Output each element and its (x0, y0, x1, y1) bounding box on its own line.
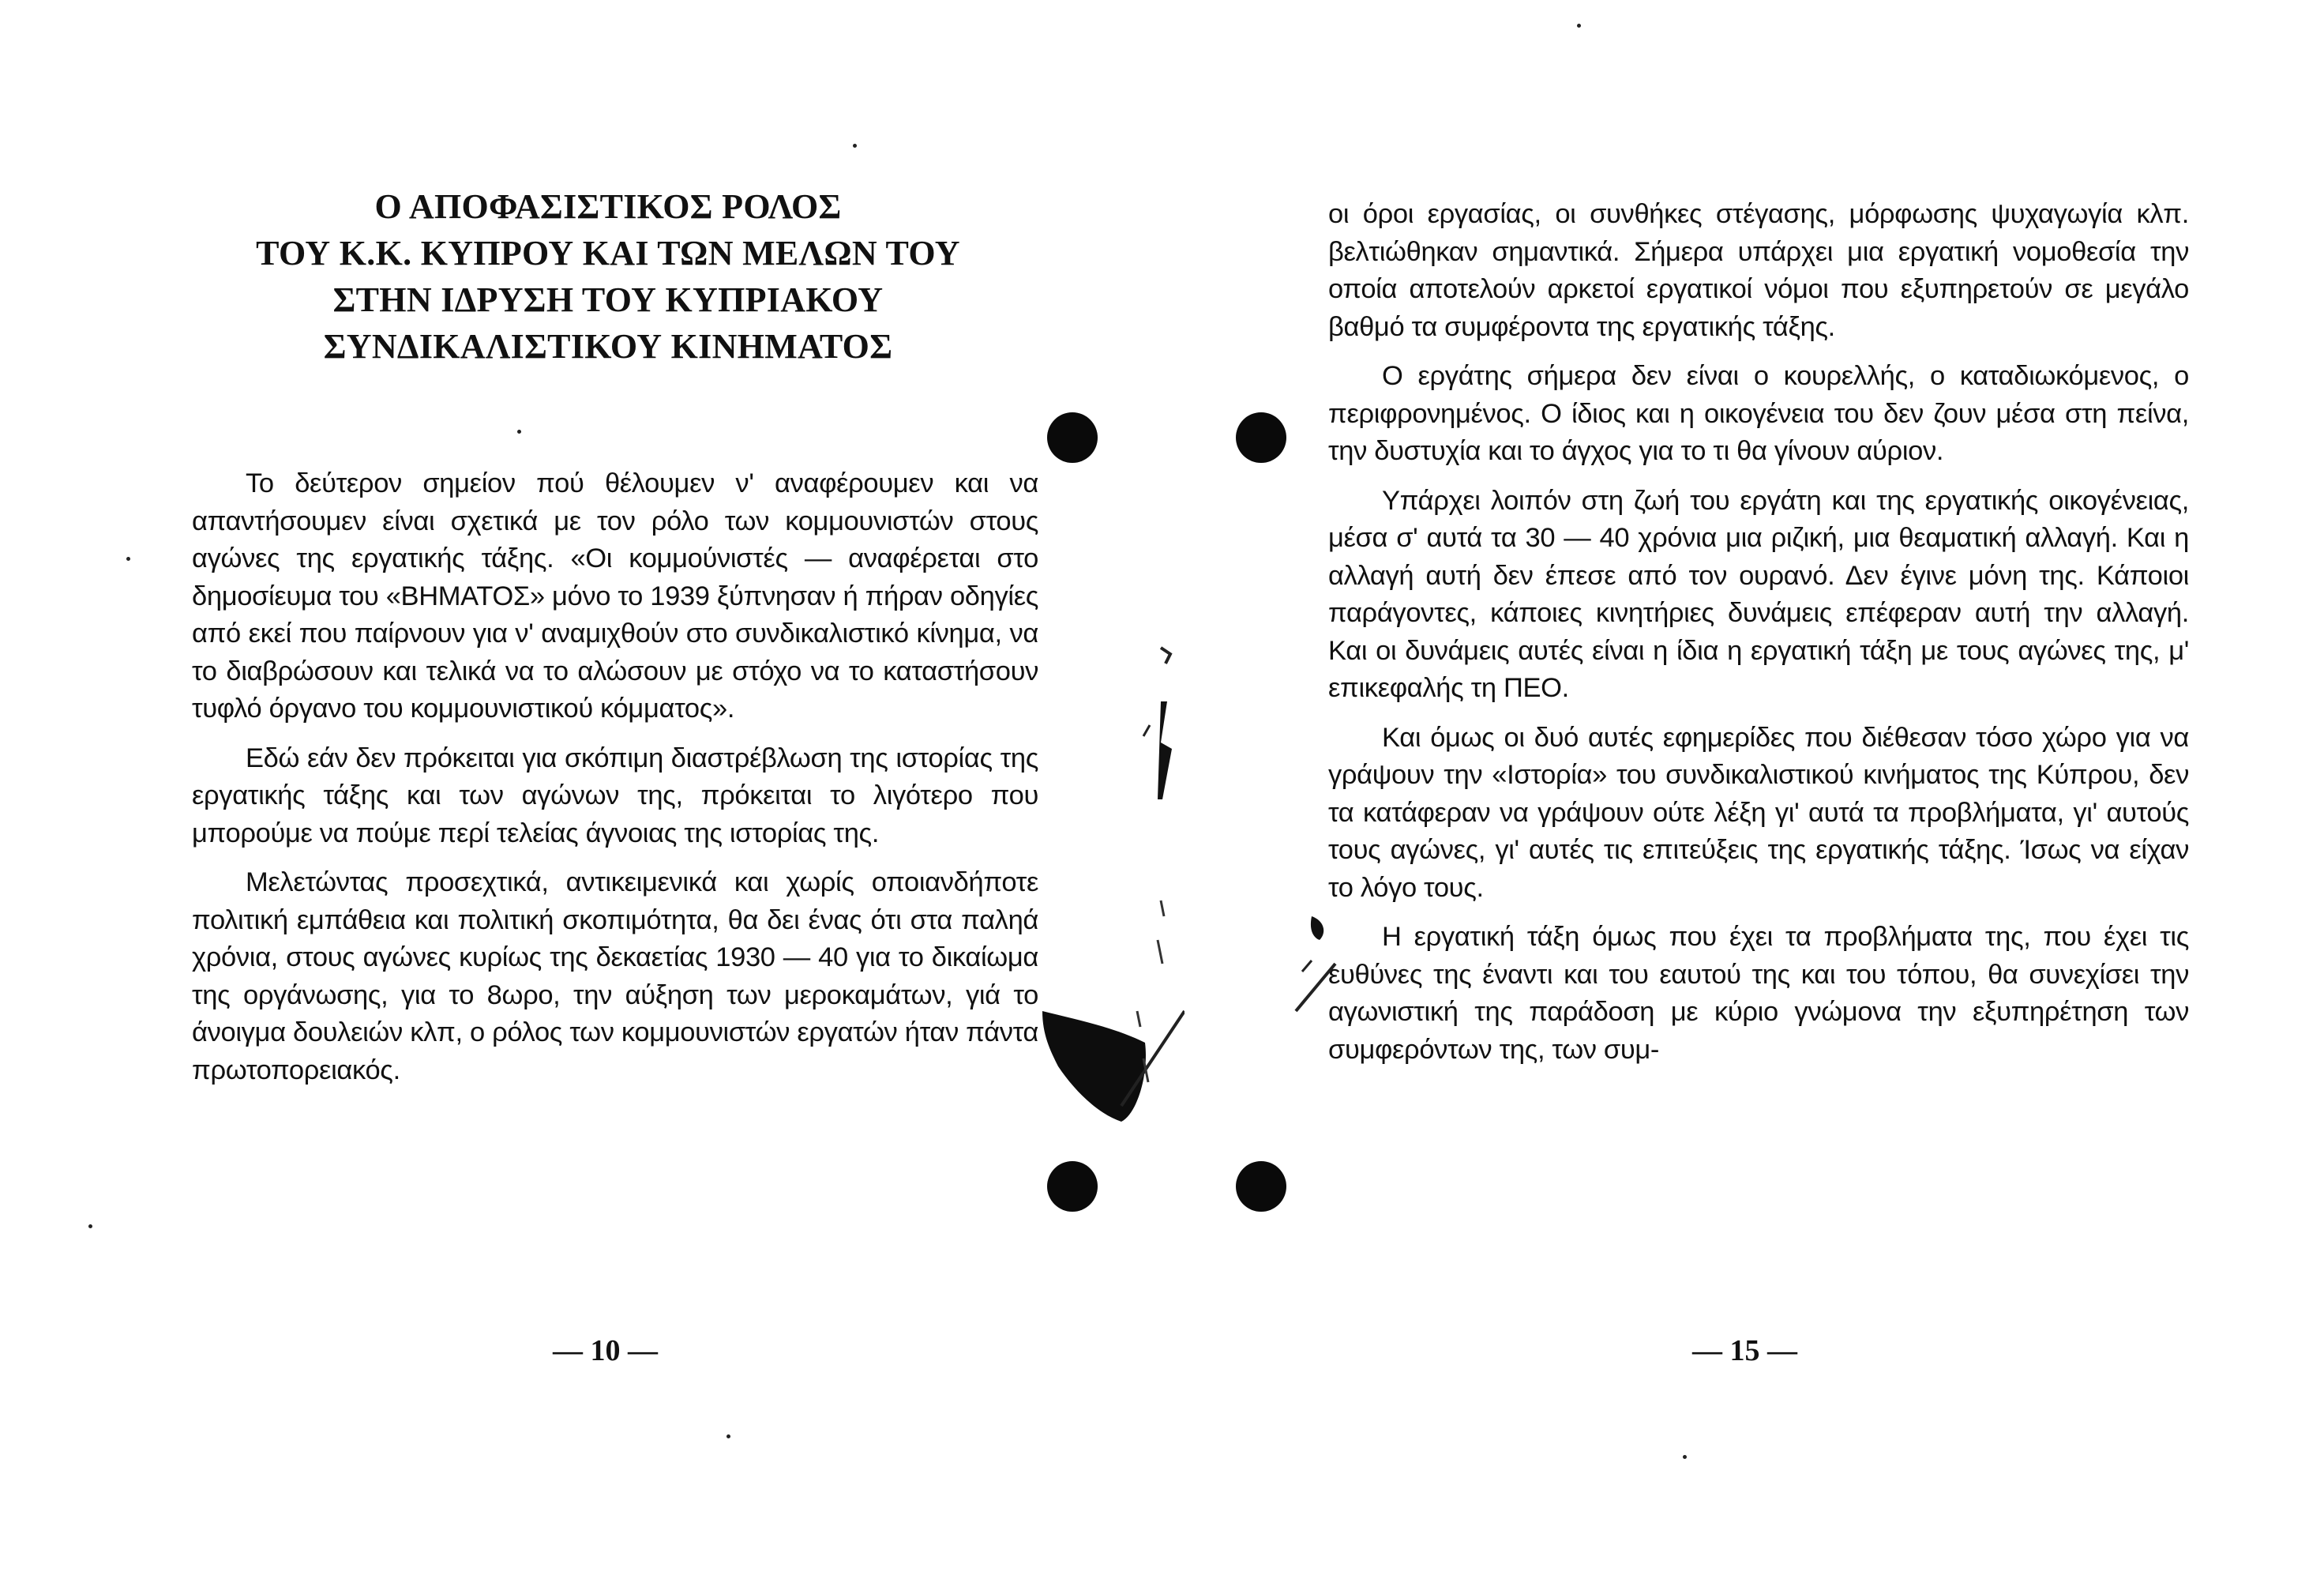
scan-speck-icon (1683, 1455, 1687, 1459)
title-line: ΣΤΗΝ ΙΔΡΥΣΗ ΤΟΥ ΚΥΠΡΙΑΚΟΥ (332, 280, 884, 319)
scan-speck-icon (88, 1224, 92, 1228)
paragraph: Υπάρχει λοιπόν στη ζωή του εργάτη και της εργατικής οικογένειας, μέσα σ' αυτά τα 30 — 40 χρόνια μια ριζική, μια θεαματική αλλαγή. Και η αλλαγή αυτή δεν έπεσε από τον ουρανό. Δεν έγινε μόνη της. Κάποιοι παράγοντες, κάποιες κινητήριες δυνάμεις επέφεραν αυτή την αλλαγή. Και οι δυνάμεις αυτές είναι η ίδια η εργατική τάξη με τους αγώνες της, μ' επικεφαλής τη ΠΕΟ. (1328, 485, 2189, 703)
scan-speck-icon (126, 557, 130, 561)
paragraph: Και όμως οι δυό αυτές εφημερίδες που διέθεσαν τόσο χώρο για να γράψουν την «Ιστορία» του συνδικαλιστικού κινήματος της Κύπρου, δεν τα κατάφεραν να γράψουν ούτε λέξη γι' αυτά τα προβλήματα, γι' αυτούς τους αγώνες, γι' αυτές τις επιτεύξεις της εργατικής τάξης. Ίσως να είχαν το λόγο τους. (1328, 722, 2189, 903)
binding-hole-icon (1236, 412, 1286, 463)
scan-smudge-icon (1280, 900, 1351, 1043)
scan-speck-icon (517, 430, 521, 434)
title-line: Ο ΑΠΟΦΑΣΙΣΤΙΚΟΣ ΡΟΛΟΣ (374, 187, 842, 226)
title-line: ΣΥΝΔΙΚΑΛΙΣΤΙΚΟΥ ΚΙΝΗΜΑΤΟΣ (323, 327, 893, 366)
right-page (1162, 0, 2324, 1579)
chapter-title (213, 183, 1003, 370)
binding-hole-icon (1047, 412, 1098, 463)
paragraph: Μελετώντας προσεχτικά, αντικειμενικά και χωρίς οποιανδήποτε πολιτική εμπάθεια και πολιτική σκοπιμότητα, θα δει ένας ότι στα παληά χρόνια, στους αγώνες κυρίως της δεκαετίας 1930 — 40 για το δικαίωμα της οργάνωσης, για το 8ωρο, την αύξηση των μεροκαμάτων, γιά το άνοιγμα δουλειών κλπ, ο ρόλος των κομμουνιστών εργατών ήταν πάντα πρωτοπορειακός. (192, 867, 1038, 1085)
paragraph: Η εργατική τάξη όμως που έχει τα προβλήματα της, που έχει τις ευθύνες της έναντι και του εαυτού της και του τόπου, θα συνεχίσει την αγωνιστική της παράδοση με κύριο γνώμονα την εξυπηρέτηση των συμφερόντων της, των συμ- (1328, 922, 2189, 1065)
scan-speck-icon (726, 1434, 730, 1438)
paragraph: Ο εργάτης σήμερα δεν είναι ο κουρελλής, ο καταδιωκόμενος, ο περιφρονημένος. Ο ίδιος και η οικογένεια του δεν ζουν μέσα στη πείνα, την δυστυχία και το άγχος για το τι θα γίνουν αύριον. (1328, 361, 2189, 466)
paragraph: Το δεύτερον σημείον πού θέλουμεν ν' αναφέρουμεν και να απαντήσουμεν είναι σχετικά με τον ρόλο των κομμουνιστών στους αγώνες της εργατικής τάξης. «Οι κομμούνιστές — αναφέρεται στο δημοσίευμα του «ΒΗΜΑΤΟΣ» μόνο το 1939 ξύπνησαν ή πήραν οδηγίες από εκεί που παίρνουν για ν' αναμιχθούν στο συνδικαλιστικό κίνημα, να το διαβρώσουν και τελικά να το αλώσουν με στόχο να το καταστήσουν τυφλό όργανο του κομμουνιστικού κόμματος». (192, 468, 1038, 724)
paragraph: Εδώ εάν δεν πρόκειται για σκόπιμη διαστρέβλωση της ιστορίας της εργατικής τάξης και των αγώνων της, πρόκειται το λιγότερο που μπορούμε να πούμε περί τελείας άγνοιας της ιστορίας της. (192, 743, 1038, 848)
binding-hole-icon (1236, 1161, 1286, 1212)
paragraph: οι όροι εργασίας, οι συνθήκες στέγασης, μόρφωσης ψυχαγωγία κλπ. βελτιώθηκαν σημαντικά. Σήμερα υπάρχει μια εργατική νομοθεσία την οποία αποτελούν αρκετοί εργατικοί νόμοι που εξυπηρετούν σε μεγάλο βαθμό τα συμφέροντα της εργατικής τάξης. (1328, 199, 2189, 342)
scan-speck-icon (1577, 24, 1581, 28)
title-line: ΤΟΥ Κ.Κ. ΚΥΠΡΟΥ ΚΑΙ ΤΩΝ ΜΕΛΩΝ ΤΟΥ (256, 234, 960, 273)
scan-speck-icon (853, 144, 857, 148)
page-number: — 15 — (1692, 1334, 1797, 1367)
right-body-text (1328, 196, 2189, 1081)
left-body-text (192, 465, 1038, 1101)
binding-hole-icon (1047, 1161, 1098, 1212)
page-number: — 10 — (553, 1334, 658, 1367)
